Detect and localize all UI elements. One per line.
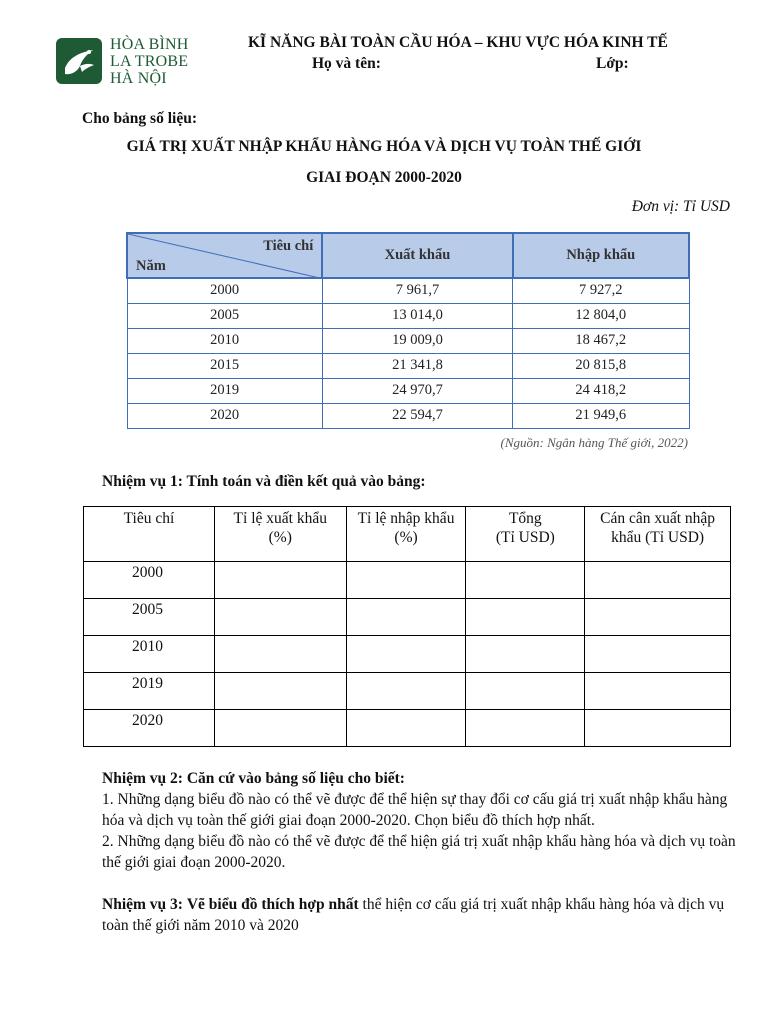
- table-row: [127, 303, 689, 328]
- header-line: khẩu (Tỉ USD): [611, 529, 705, 546]
- header-line: (%): [268, 529, 292, 546]
- worksheet-title: KĨ NĂNG BÀI TOÀN CẦU HÓA – KHU VỰC HÓA KINH TẾ: [248, 34, 668, 51]
- task3-section: [102, 894, 742, 936]
- table-row: [127, 353, 689, 378]
- answer-cell[interactable]: [346, 599, 466, 636]
- table-row: [127, 403, 689, 428]
- answer-cell[interactable]: [466, 562, 585, 599]
- task3-text: thể hiện cơ cấu giá trị xuất nhập khẩu hàng hóa và dịch vụ toàn thế giới năm 2010 và 2020: [102, 896, 725, 934]
- class-label: Lớp:: [596, 55, 629, 72]
- header-line: Cán cân xuất nhập: [600, 510, 716, 527]
- task1-title: Nhiệm vụ 1: Tính toán và điền kết quả vào bảng:: [102, 473, 426, 490]
- answer-cell[interactable]: [466, 673, 585, 710]
- header-line: Tiêu chí: [123, 510, 175, 527]
- trade-balance-column-header: [585, 507, 731, 562]
- import-ratio-column-header: [346, 507, 466, 562]
- answer-cell[interactable]: [585, 599, 731, 636]
- header-line: Tỉ lệ nhập khẩu: [357, 510, 455, 527]
- table-row: [84, 673, 731, 710]
- task2-item-1: 1. Những dạng biểu đồ nào có thể vẽ được để thể hiện sự thay đổi cơ cấu giá trị xuất nhập khẩu hàng hóa và dịch vụ toàn thế giới giai đoạn 2000-2020. Chọn biểu đồ thích hợp nhất.: [102, 791, 728, 829]
- answer-cell[interactable]: [585, 710, 731, 747]
- student-name-label: Họ và tên:: [312, 55, 381, 72]
- import-cell: 12 804,0: [513, 303, 689, 328]
- year-cell: 2005: [127, 303, 322, 328]
- table-row: [84, 562, 731, 599]
- logo-line: HÀ NỘI: [110, 70, 167, 87]
- trade-data-table: [126, 232, 690, 429]
- task2-item-2: 2. Những dạng biểu đồ nào có thể vẽ được để thể hiện giá trị xuất nhập khẩu hàng hóa và dịch vụ toàn thế giới giai đoạn 2000-2020.: [102, 833, 736, 871]
- table-row: [84, 599, 731, 636]
- header-line: Tổng: [508, 510, 542, 527]
- year-cell: 2015: [127, 353, 322, 378]
- answer-cell[interactable]: [346, 673, 466, 710]
- header-line: (Tỉ USD): [495, 529, 555, 546]
- export-cell: 19 009,0: [322, 328, 512, 353]
- task2-title-text: Nhiệm vụ 2: Căn cứ vào bảng số liệu cho biết:: [102, 770, 405, 787]
- logo-line: HÒA BÌNH: [110, 36, 189, 53]
- task2-title: [102, 768, 742, 789]
- export-header: Xuất khẩu: [322, 233, 512, 278]
- import-cell: 7 927,2: [513, 278, 689, 303]
- criteria-column-header: [84, 507, 215, 562]
- source-note: (Nguồn: Ngân hàng Thế giới, 2022): [500, 435, 688, 450]
- school-logo: [56, 36, 206, 92]
- task2-section: [102, 768, 742, 873]
- header-line: (%): [394, 529, 418, 546]
- year-cell: 2010: [84, 636, 215, 673]
- import-cell: 18 467,2: [513, 328, 689, 353]
- year-cell: 2020: [84, 710, 215, 747]
- answer-cell[interactable]: [466, 636, 585, 673]
- task3-bold-text: Vẽ biểu đồ thích hợp nhất: [186, 896, 359, 913]
- export-cell: 24 970,7: [322, 378, 512, 403]
- year-cell: 2005: [84, 599, 215, 636]
- corner-header: [127, 233, 322, 278]
- table-title: GIÁ TRỊ XUẤT NHẬP KHẨU HÀNG HÓA VÀ DỊCH VỤ TOÀN THẾ GIỚI: [126, 138, 642, 155]
- year-cell: 2000: [84, 562, 215, 599]
- year-cell: 2010: [127, 328, 322, 353]
- answer-cell[interactable]: [214, 673, 346, 710]
- answer-cell[interactable]: [346, 710, 466, 747]
- answer-cell[interactable]: [466, 710, 585, 747]
- answer-cell[interactable]: [466, 599, 585, 636]
- export-cell: 7 961,7: [322, 278, 512, 303]
- criteria-header: Tiêu chí: [263, 238, 314, 254]
- year-cell: 2019: [127, 378, 322, 403]
- answer-cell[interactable]: [214, 710, 346, 747]
- task1-answer-table: [83, 506, 731, 747]
- answer-cell[interactable]: [214, 599, 346, 636]
- year-cell: 2020: [127, 403, 322, 428]
- export-cell: 21 341,8: [322, 353, 512, 378]
- logo-wordmark: [110, 36, 189, 87]
- header-line: Tỉ lệ xuất khẩu: [233, 510, 327, 527]
- answer-cell[interactable]: [585, 562, 731, 599]
- export-cell: 22 594,7: [322, 403, 512, 428]
- import-cell: 20 815,8: [513, 353, 689, 378]
- intro-text: Cho bảng số liệu:: [82, 110, 197, 127]
- answer-cell[interactable]: [346, 562, 466, 599]
- answer-cell[interactable]: [585, 673, 731, 710]
- unit-label: Đơn vị: Tỉ USD: [631, 198, 730, 215]
- import-cell: 24 418,2: [513, 378, 689, 403]
- logo-line: LA TROBE: [110, 53, 189, 70]
- table-row: [127, 378, 689, 403]
- year-header: Năm: [136, 258, 166, 274]
- table-row: [127, 328, 689, 353]
- table-row: [127, 278, 689, 303]
- table-row: [84, 710, 731, 747]
- answer-cell[interactable]: [214, 636, 346, 673]
- export-cell: 13 014,0: [322, 303, 512, 328]
- export-ratio-column-header: [214, 507, 346, 562]
- import-cell: 21 949,6: [513, 403, 689, 428]
- dove-logo-icon: [56, 38, 102, 84]
- task3-label: Nhiệm vụ 3:: [102, 896, 183, 913]
- table-row: [84, 636, 731, 673]
- year-cell: 2019: [84, 673, 215, 710]
- answer-cell[interactable]: [346, 636, 466, 673]
- answer-cell[interactable]: [585, 636, 731, 673]
- total-column-header: [466, 507, 585, 562]
- answer-cell[interactable]: [214, 562, 346, 599]
- import-header: Nhập khẩu: [513, 233, 689, 278]
- year-cell: 2000: [127, 278, 322, 303]
- table-subtitle: GIAI ĐOẠN 2000-2020: [306, 169, 462, 186]
